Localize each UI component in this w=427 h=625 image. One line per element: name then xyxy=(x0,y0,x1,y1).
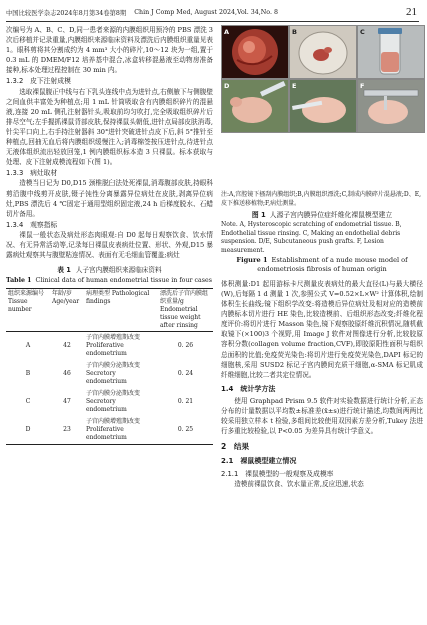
heading-1-3-4: 1.3.4 观察指标 xyxy=(6,220,58,229)
figure-note-cn: 注:A,宫腔镜下搔刮内膜组织;B,内膜组织漂洗;C,制成内膜碎片混悬液;D、E,皮下推送移植物;F,病灶测量。 xyxy=(221,191,422,207)
caliper-image xyxy=(358,80,424,132)
cell-weight: 0. 26 xyxy=(177,342,194,350)
column-header-age: 年龄/岁 Age/year xyxy=(50,289,84,332)
journal-title-en: Chin J Comp Med, August 2024,Vol. 34,No. 8 xyxy=(134,8,278,16)
table-label-en: Table 1 xyxy=(6,277,32,285)
panel-label: C xyxy=(360,28,365,36)
figure-label-en: Figure 1 xyxy=(236,255,268,264)
cell-age: 23 xyxy=(50,416,84,445)
panel-d-graft-push xyxy=(221,79,289,133)
table-label-cn: 表 1 xyxy=(57,266,71,275)
cell-tissue-id: B xyxy=(25,370,31,378)
cell-weight: 0. 21 xyxy=(177,398,194,406)
column-header-weight: 漂洗后子宫内膜组织重量/g Endometrial tissue weight after rinsing xyxy=(158,289,213,332)
cell-age: 46 xyxy=(63,370,71,378)
paragraph-measurements: 体积测量:D1 起用游标卡尺测量皮表病灶的最大直径(L)与最大横径(W),后每隔 1 d 测量 1 次,参照公式 V=0.52×L×W² 计算体积,绘制体积生长曲线;镜下组织学改变:将造模后异位病灶及相对应的造模前内膜标本切片进行 HE 染色,比较造模前、后组织形态改变;纤维化程度评价:将切片进行 Masson 染色,镜下观察胶原纤维沉积情况,随机截取镜下(×100)3 个视野,用 Image J 软件对图像进行分析,比较胶原容积分数(collagen volume fraction,CVF),即胶原阳性面积与组织总面积的比值;免疫荧光染色:将切片进行免疫荧光染色,DAPI 标记的细胞核,采用 SUSD2 标记子宫内膜间充质干细胞,α-SMA 标记肌成纤维细胞,比较二者共定位情况。 xyxy=(221,279,423,379)
heading-1-3-2: 1.3.2 皮下注射成模 xyxy=(6,77,71,86)
cell-age: 42 xyxy=(63,342,71,350)
table-caption-cn xyxy=(6,265,213,275)
running-header xyxy=(6,4,417,20)
column-header-pathology: 病理类型 Pathological findings xyxy=(84,289,158,332)
left-column xyxy=(6,25,213,445)
panel-label: D xyxy=(224,82,230,90)
figure-1 xyxy=(221,25,423,189)
panel-f-lesion-measurement xyxy=(357,79,425,133)
cell-tissue-id: D xyxy=(6,416,50,445)
figure-title-en: Establishment of a nude mouse model of endometriosis fibrosis of human origin xyxy=(257,255,408,273)
paragraph-sampling: 造模当日记为 D0,D15 颈椎脱臼法处死裸鼠,消毒腹部皮肤,持眼科剪沿腹中线剪开皮肤,镊子钝性分离暴露异位病灶在皮肤,剥离异位病灶,PBS 漂洗后 4 ℃固定于通用型组织固定液,24 h 后梯度脱水、石蜡切片备用。 xyxy=(6,179,213,218)
heading-1-3-3: 1.3.3 病灶取材 xyxy=(6,169,58,178)
panel-e-graft-push xyxy=(289,79,357,133)
cell-age: 47 xyxy=(63,398,71,406)
injection-image-2 xyxy=(290,80,356,132)
figure-caption-en xyxy=(221,256,423,274)
table-row xyxy=(6,416,213,445)
journal-title-cn: 中国比较医学杂志2024年8月第34卷第8期 xyxy=(6,9,127,17)
panel-b-rinsing xyxy=(289,25,357,79)
table-row xyxy=(6,360,213,388)
table-caption-en xyxy=(6,276,213,286)
cell-tissue-id: C xyxy=(25,398,31,406)
figure-note-en: Note. A, Hysteroscopic scratching of endometrial tissue. B, Endothelial tissue rinsing. C, Making an endothelial debris suspension. D/E, Subcutaneous push grafts. F, Lesion measurement. xyxy=(221,221,402,254)
injection-image xyxy=(222,80,288,132)
hysteroscopy-image xyxy=(222,26,288,78)
heading-2-1-1: 2.1.1 裸鼠模型的一般观察及成模率 xyxy=(221,469,334,478)
table-title-en: Clinical data of human endometrial tissue in four cases xyxy=(35,277,212,285)
paragraph-tissue-prep: 次编号为 A、B、C、D,同一患者来源的内膜组织用预冷的 PBS 漂洗 3 次后移植并记录重量,内膜组织来源临床资料及漂洗后内膜组织重量见表 1。眼科剪将其分割成约为 4 mm³ 大小的碎片,10～12 块为一组,置于 0.3 mL 的 DMEM/F12 培养基中混合,冰盒转移混悬液至动物房准备接种,标本处理过程控制在 30 min 内。 xyxy=(6,26,213,75)
cell-weight: 0. 25 xyxy=(158,416,213,445)
panel-label: E xyxy=(292,82,297,90)
panel-label: F xyxy=(360,82,365,90)
heading-1-4: 1.4 统计学方法 xyxy=(221,384,276,393)
panel-label: A xyxy=(224,28,230,36)
figure-title-cn: 人源子宫内膜异位症纤维化裸鼠模型建立 xyxy=(269,211,393,220)
heading-2: 2 结果 xyxy=(221,442,250,452)
paragraph-observation: 裸鼠一般状态及病灶形态肉眼观:自 D0 起每日观察饮食、饮水情况、有无异常活动等,记录每日裸鼠皮表病灶位置、形状、外观,D15 暴露病灶观察其与腹壁粘连情况、表面有无毛细血管覆盖;病灶 xyxy=(6,230,213,260)
heading-2-1: 2.1 裸鼠模型建立情况 xyxy=(221,457,297,466)
table-title-cn: 人子宫内膜组织来源临床资料 xyxy=(75,266,162,275)
cell-weight: 0. 24 xyxy=(177,370,194,378)
figure-label-cn: 图 1 xyxy=(251,211,266,220)
panel-a-hysteroscopy xyxy=(221,25,289,79)
paragraph-injection: 选取裸鼠腹正中线与右下乳头连线中点为进针点,右侧腋下与侧腹壁之间血供丰富处为种植点;用 1 mL 针筒吸取含有内膜组织碎片的混悬液,连接 20 mL 侧孔注射器针头,吸取前均匀吹打,完全吸取组织碎片后排尽空气;左手握抓裸鼠背部皮肤,保持裸鼠头朝低,进针点局部皮肤消毒,针尖平口向上,右手持注射器斜 30°进针突破进针点皮下后,斜 5°推针至种植点,回抽无血后将内膜组织缓慢注入;消毒棉签按压进针点,待进针点无液体组织流出轻放回笼,1 例内膜组织标本造 3 只裸鼠。标本获取与处理、皮下注射成模流程如下(图 1)。 xyxy=(6,87,213,167)
table-row xyxy=(6,332,213,361)
table-row xyxy=(6,388,213,416)
column-header-tissue: 组织来源编号 Tissue number xyxy=(6,289,50,332)
right-column xyxy=(221,25,423,489)
petri-dish-image xyxy=(290,26,356,78)
cell-pathology: 子宫内膜分泌期改变 Secretory endometrium xyxy=(86,362,141,386)
paragraph-statistics: 使用 Graphpad Prism 9.5 软件对实验数据进行统计分析,正态分布的计量数据以平均数±标准差(x̄±s)进行统计描述,均数间两两比较采用独立样本 t 检验,多组间比较使用双因素方差分析,Tukey 法进行多重比较检验,以 P<0.05 为差异具有统计学意义。 xyxy=(221,396,423,436)
clinical-data-table xyxy=(6,288,213,445)
page-number: 21 xyxy=(406,6,417,18)
cell-pathology: 子宫内膜分泌期改变 Secretory endometrium xyxy=(86,390,141,414)
panel-c-suspension xyxy=(357,25,425,79)
cell-pathology: 子宫内膜增殖期改变 Proliferative endometrium xyxy=(86,334,141,358)
paragraph-results: 造模前裸鼠饮食、饮水量正常,反应迅速,状态 xyxy=(234,479,364,488)
tube-image xyxy=(358,26,424,78)
cell-pathology: 子宫内膜增殖期改变 Proliferative endometrium xyxy=(84,416,158,445)
panel-label: B xyxy=(292,28,297,36)
figure-caption-cn xyxy=(221,210,423,220)
cell-tissue-id: A xyxy=(25,342,31,350)
header-rule xyxy=(6,21,419,22)
